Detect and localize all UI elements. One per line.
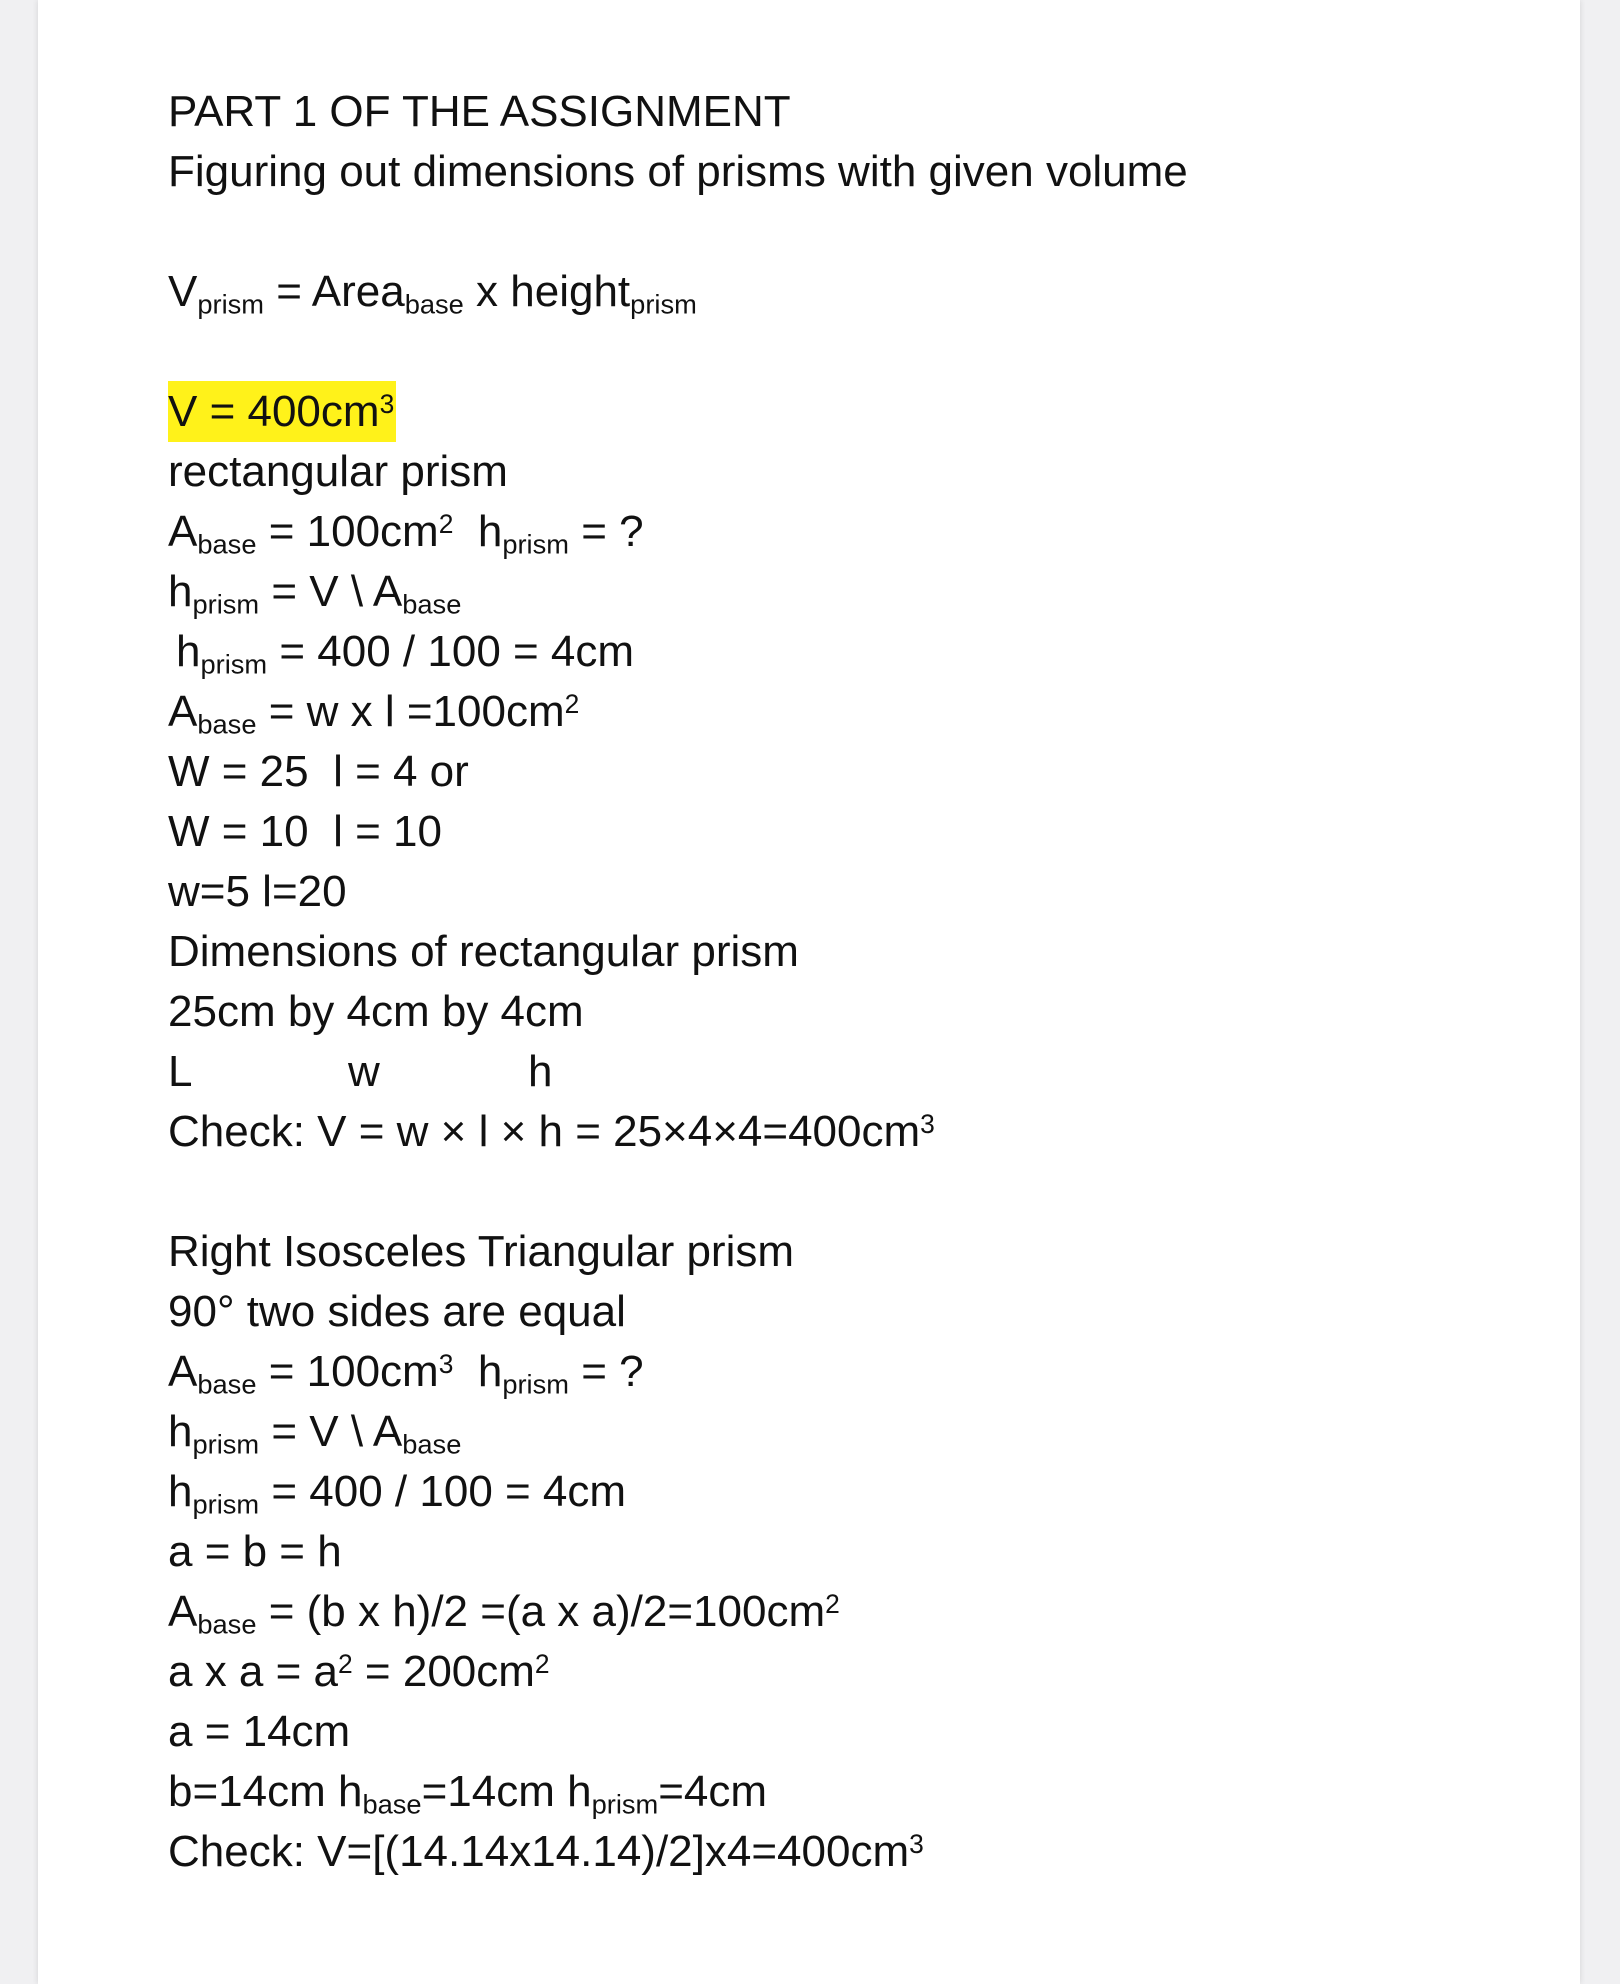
tri-height-calc: $h_{prism} = 400 / 100 = 4cm$ — [168, 1467, 627, 1520]
rect-option-2: W = 10 l = 10 — [168, 807, 442, 856]
tri-heading: Right Isosceles Triangular prism — [168, 1227, 795, 1276]
rect-height-formula: $h_{prism} = V$ \ $A_{base}$ — [168, 567, 462, 620]
volume-highlight: $V = 400cm^3$ — [168, 381, 396, 442]
tri-dimensions: b=14cm $h_{base}=14cm$ $h_{prism}=4cm$ — [168, 1767, 768, 1820]
tri-height-formula: $h_{prism} = V$ \ $A_{base}$ — [168, 1407, 462, 1460]
rect-option-1: W = 25 l = 4 or — [168, 747, 469, 796]
rect-option-3: w=5 l=20 — [168, 867, 347, 916]
tri-square-calc: a x $a = a^2 = 200cm^2$ — [168, 1647, 550, 1696]
rect-dimensions-value: 25cm by 4cm by 4cm — [168, 987, 584, 1036]
assignment-title: PART 1 OF THE ASSIGNMENT — [168, 87, 791, 136]
tri-note: 90° two sides are equal — [168, 1287, 626, 1336]
label-L: L — [168, 1047, 193, 1096]
tri-base-area-line: $A_{base} = 100cm^3$ $h_{prism}$ = ? — [168, 1347, 644, 1400]
document-page — [38, 0, 1580, 1984]
rect-dimensions-heading: Dimensions of rectangular prism — [168, 927, 799, 976]
rect-base-dims: $A_{base} = w$ x $l =100cm^2$ — [168, 687, 580, 740]
rect-check: Check: $V = w \times l \times h = 25\times 4\times 4=400cm^3$ — [168, 1107, 935, 1156]
rect-height-calc: $h_{prism} = 400 / 100 = 4cm$ — [176, 627, 635, 680]
rect-base-area-line: $A_{base} = 100cm^2$ $h_{prism}$ = ? — [168, 507, 644, 560]
tri-equal-sides: a = b = h — [168, 1527, 342, 1576]
label-h: h — [528, 1047, 553, 1096]
rect-dimension-labels — [168, 1047, 553, 1096]
volume-formula: $V_{prism}$ = Area$_{base}$ x height$_{prism}$ — [168, 267, 697, 320]
given-volume — [168, 387, 396, 436]
tri-check: Check: $V=[(14.14x14.14)/2]x4=400cm^3$ — [168, 1827, 924, 1876]
label-w: w — [348, 1047, 380, 1096]
rect-heading: rectangular prism — [168, 447, 508, 496]
tri-side-length: a = 14cm — [168, 1707, 351, 1756]
tri-base-area-calc: $A_{base} = (b$ x h)/2 =(a x $a)/2=100cm^2$ — [168, 1587, 840, 1640]
assignment-subtitle: Figuring out dimensions of prisms with given volume — [168, 147, 1188, 196]
